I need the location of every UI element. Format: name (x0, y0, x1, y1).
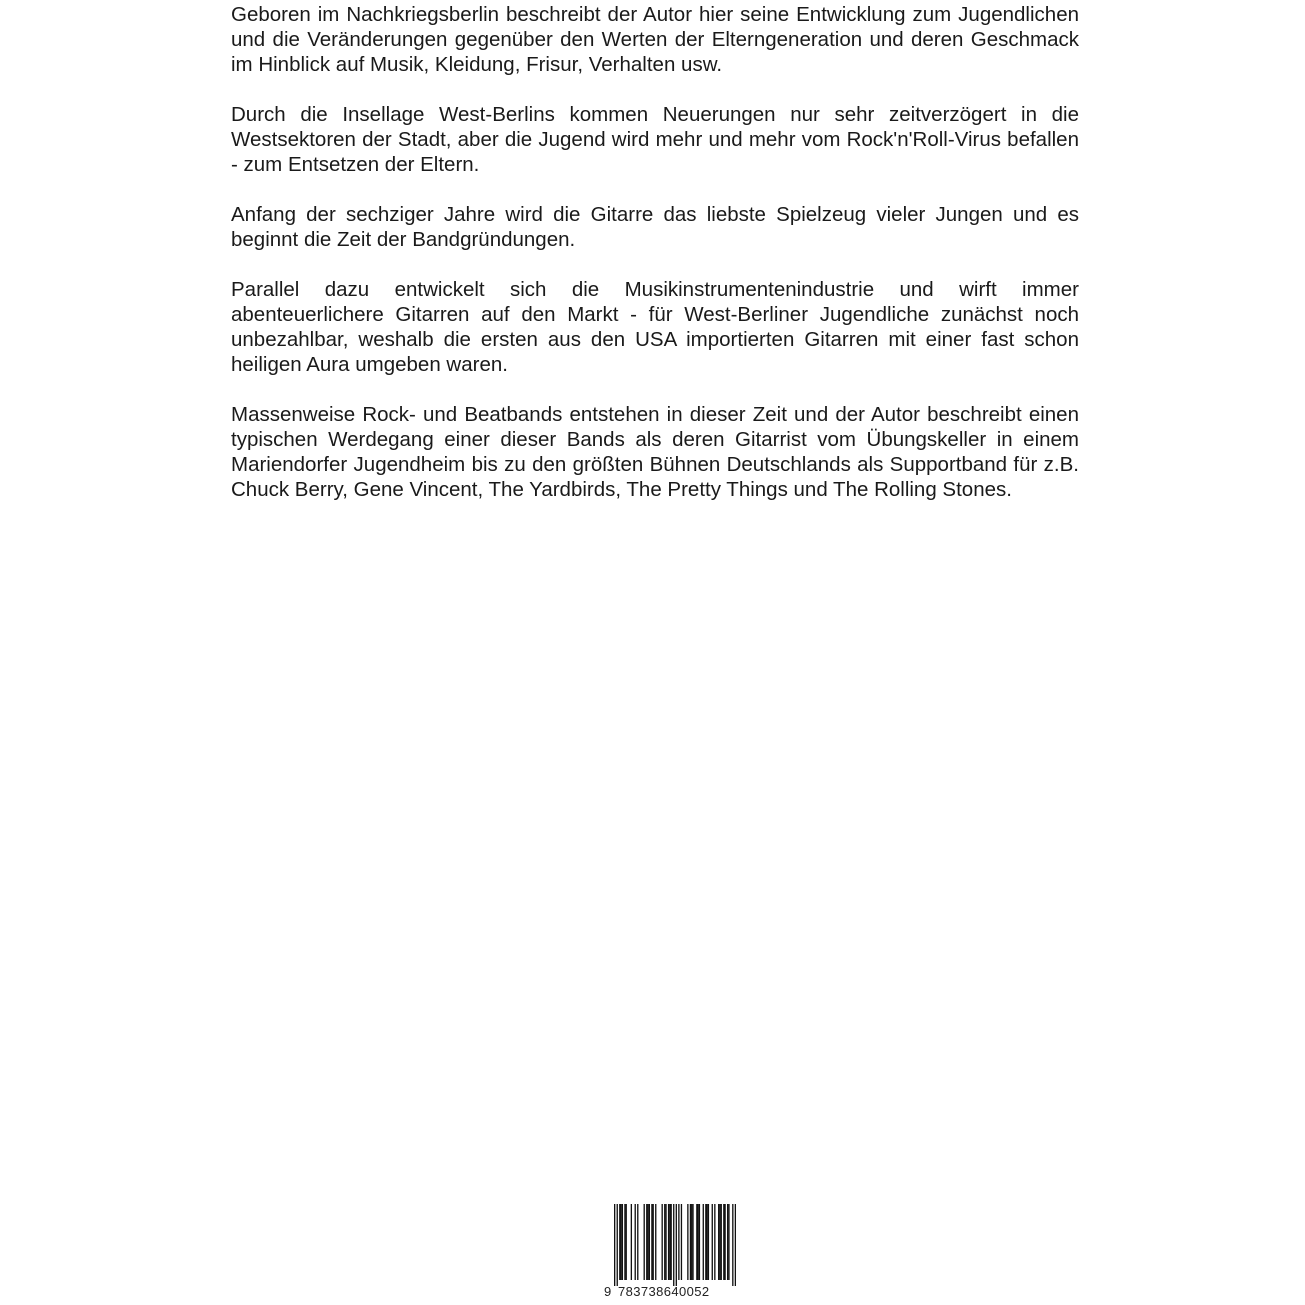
barcode-bar (697, 1204, 698, 1280)
barcode-bar (676, 1204, 677, 1286)
blurb-paragraph-2: Durch die Insellage West-Berlins kommen Neuerungen nur sehr zeitverzögert in die Westsektoren der Stadt, aber die Jugend wird mehr und mehr vom Rock'n'Roll-Virus befallen - zum Entsetzen der Eltern. (231, 103, 1079, 176)
barcode-bar (651, 1204, 652, 1280)
barcode-bar (705, 1204, 706, 1280)
barcode-bar (673, 1204, 674, 1286)
barcode-bar (619, 1204, 620, 1280)
blurb-paragraph-5: Massenweise Rock- und Beatbands entstehen in dieser Zeit und der Autor beschreibt einen typischen Werdegang einer dieser Bands als deren Gitarrist vom Übungskeller in einem Mariendorfer Jugendheim bis zu den größten Bühnen Deutschlands als Supportband für z.B. Chuck Berry, Gene Vincent, The Yardbirds, The Pretty Things und The Rolling Stones. (231, 403, 1079, 501)
barcode-bar (626, 1204, 627, 1280)
barcode-bar (635, 1204, 636, 1280)
barcode-bar (646, 1204, 647, 1280)
barcode-bar (708, 1204, 709, 1280)
barcode-bar (671, 1204, 672, 1280)
barcode-bar (718, 1204, 719, 1280)
barcode-bar (696, 1204, 697, 1280)
barcode-bar (620, 1204, 621, 1280)
barcode-bar (692, 1204, 693, 1280)
barcode-bar (712, 1204, 713, 1280)
isbn-barcode (604, 1204, 736, 1302)
barcode-bar (653, 1204, 654, 1280)
barcode-bar (735, 1204, 736, 1286)
barcode-bar (727, 1204, 728, 1280)
barcode-bar (637, 1204, 638, 1280)
blurb-paragraph-3: Anfang der sechziger Jahre wird die Gitarre das liebste Spielzeug vieler Jungen und es beginnt die Zeit der Bandgründungen. (231, 203, 1079, 251)
barcode-bar (664, 1204, 665, 1280)
barcode-bar (631, 1204, 632, 1280)
blurb-paragraph-1: Geboren im Nachkriegsberlin beschreibt der Autor hier seine Entwicklung zum Jugendlichen und die Veränderungen gegenüber den Werten der Elterngeneration und deren Geschmack im Hinblick auf Musik, Kleidung, Frisur, Verhalten usw. (231, 3, 1079, 76)
blurb-paragraph-4: Parallel dazu entwickelt sich die Musikinstrumentenindustrie und wirft immer abenteuerlichere Gitarren auf den Markt - für West-Berliner Jugendliche zunächst noch unbezahlbar, weshalb die ersten aus den USA importierten Gitarren mit einer fast schon heiligen Aura umgeben waren. (231, 278, 1079, 376)
barcode-bar (681, 1204, 682, 1280)
barcode-bar (669, 1204, 670, 1280)
barcode-bar (703, 1204, 704, 1280)
barcode-bar (668, 1204, 669, 1280)
barcode-bar (728, 1204, 729, 1280)
barcode-bar (622, 1204, 623, 1280)
barcode-bar (699, 1204, 700, 1280)
barcode-bar (691, 1204, 692, 1280)
barcode-bar (678, 1204, 679, 1280)
barcode-bar (714, 1204, 715, 1280)
barcode-bar (647, 1204, 648, 1280)
barcode-bar (687, 1204, 688, 1280)
blurb-text (231, 2, 1079, 527)
barcode-bar (721, 1204, 722, 1280)
barcode-bar (724, 1204, 725, 1280)
barcode-lead-digit: 9 (604, 1284, 612, 1299)
barcode-bars (614, 1204, 736, 1286)
barcode-bar (662, 1204, 663, 1280)
barcode-bar (614, 1204, 615, 1286)
barcode-number: 783738640052 (618, 1284, 710, 1299)
barcode-bar (624, 1204, 625, 1280)
barcode-bar (723, 1204, 724, 1280)
barcode-bar (719, 1204, 720, 1280)
barcode-bar (706, 1204, 707, 1280)
barcode-bar (665, 1204, 666, 1280)
barcode-bar (655, 1204, 656, 1280)
barcode-bar (644, 1204, 645, 1280)
barcode-bar (649, 1204, 650, 1280)
barcode-bar (690, 1204, 691, 1280)
barcode-bar (732, 1204, 733, 1286)
barcode-bar (617, 1204, 618, 1286)
